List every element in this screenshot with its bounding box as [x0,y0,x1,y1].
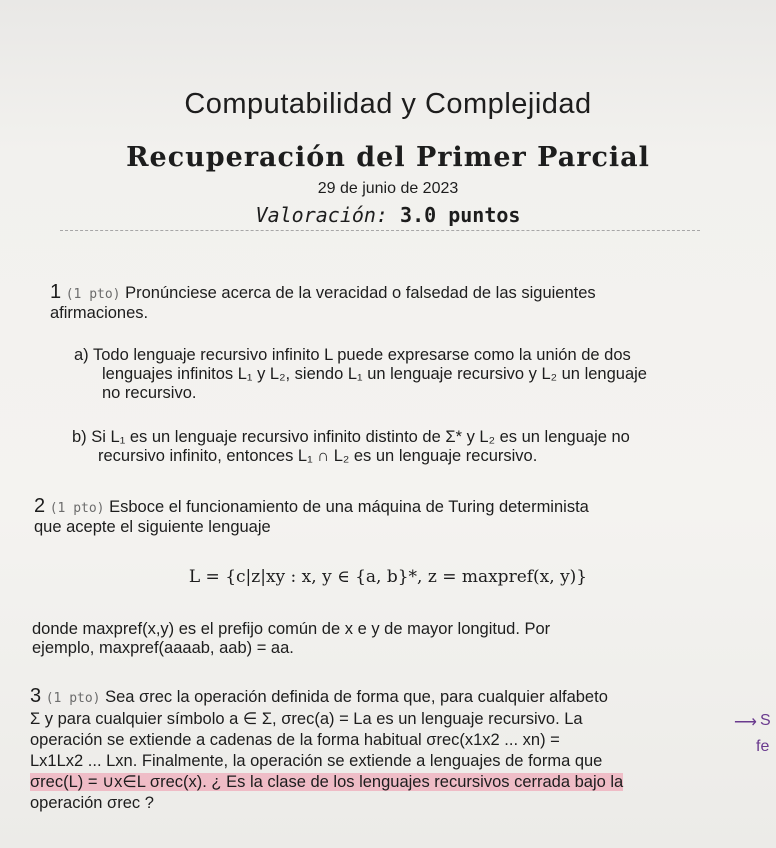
question-2-line1: Esboce el funcionamiento de una máquina de Turing determinista [109,498,589,516]
header-divider [60,230,700,231]
question-2-after-line1: donde maxpref(x,y) es el prefijo común de x e y de mayor longitud. Por [32,620,551,638]
question-1 [50,283,710,323]
question-1a-line3: no recursivo. [102,384,197,402]
question-3-line4: Lx1Lx2 ... Lxn. Finalmente, la operación se extiende a lenguajes de forma que [30,752,603,770]
question-2 [34,497,724,537]
question-2-points: (1 pto) [49,501,105,516]
question-1b-line2: recursivo infinito, entonces L₁ ∩ L₂ es un lenguaje recursivo. [98,447,538,465]
question-3-number: 3 [30,685,42,707]
question-1-points: (1 pto) [65,287,121,302]
question-3-points: (1 pto) [45,691,101,706]
question-2-number: 2 [34,495,46,517]
question-1b-line1: Si L₁ es un lenguaje recursivo infinito distinto de Σ* y L₂ es un lenguaje no [91,428,630,446]
question-3-line3: operación se extiende a cadenas de la forma habitual σrec(x1x2 ... xn) = [30,731,560,749]
question-3-line5: σrec(L) = ∪x∈L σrec(x). ¿ Es la clase de los lenguajes recursivos cerrada bajo la [30,773,624,791]
question-1a-line1: Todo lenguaje recursivo infinito L puede expresarse como la unión de dos [92,346,631,364]
question-2-explanation [32,620,732,658]
question-3 [30,686,730,814]
question-3-line2: Σ y para cualquier símbolo a ∈ Σ, σrec(a) = La es un lenguaje recursivo. La [30,710,583,728]
question-1b-label: b) [72,428,87,446]
exam-subtitle: Recuperación del Primer Parcial [126,142,650,173]
margin-arrow-icon: ⟶ [734,714,757,731]
question-3-line1: Sea σrec la operación definida de forma que, para cualquier alfabeto [105,688,608,706]
question-3-line6: operación σrec ? [30,794,154,812]
question-2-formula: L = {c|z|xy : x, y ∈ {a, b}*, z = maxpref(x, y)} [188,567,588,587]
question-1a-line2: lenguajes infinitos L₁ y L₂, siendo L₁ un lenguaje recursivo y L₂ un lenguaje [102,365,647,383]
question-1-number: 1 [50,281,62,303]
margin-note-1: S [760,712,771,729]
margin-note-2: fe [756,738,770,755]
question-2-line2: que acepte el siguiente lenguaje [34,518,271,536]
question-1a [74,346,724,403]
valoracion-label: Valoración: [255,203,388,227]
page-title: Computabilidad y Complejidad [184,88,592,120]
valoracion [0,203,776,227]
question-1b [72,428,732,466]
question-2-after-line2: ejemplo, maxpref(aaaab, aab) = aa. [32,639,294,657]
exam-date: 29 de junio de 2023 [317,180,459,197]
question-1a-label: a) [74,346,89,364]
question-1-intro-line2: afirmaciones. [50,304,149,322]
question-1-intro-line1: Pronúnciese acerca de la veracidad o falsedad de las siguientes [125,284,596,302]
valoracion-value: 3.0 puntos [400,203,521,227]
